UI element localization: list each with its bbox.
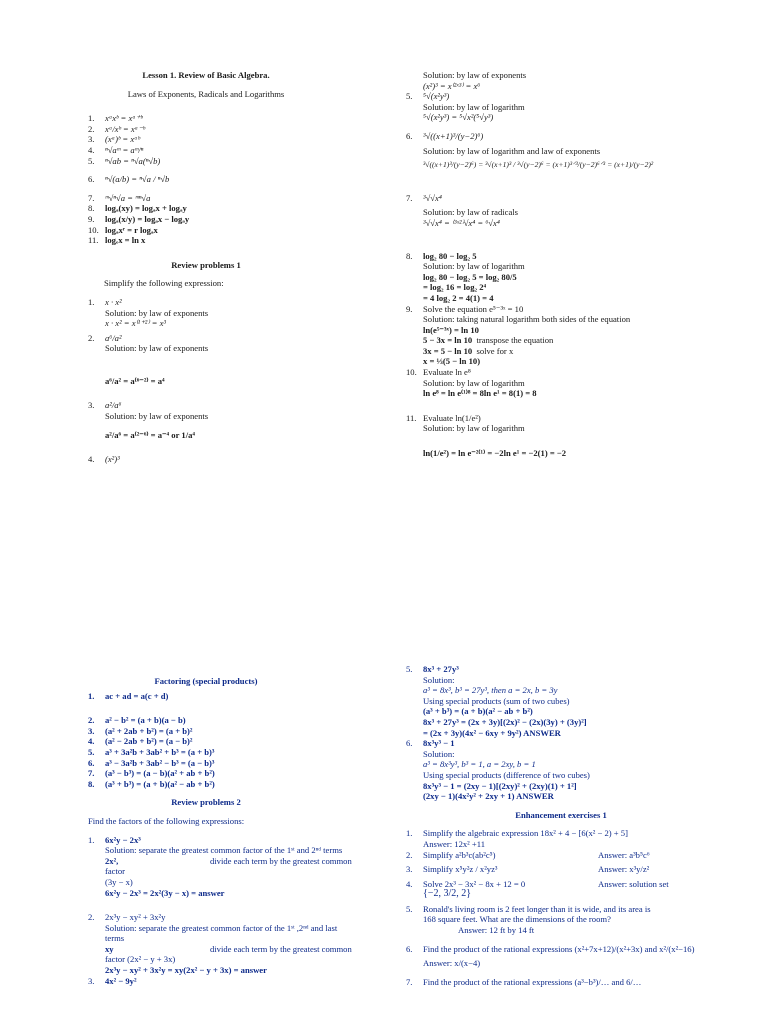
problem-8: 8. log₂ 80 − log₂ 5 Solution: by law of logarithm log₂ 80 − log₂ 5 = log₂ 80/5 = log₂ 16 = log₂ 2⁴ = 4 log₂ 2 = 4(1) = 4 — [406, 250, 525, 303]
problem-5-cubes: 5. 8x³ + 27y³ Solution: a³ = 8x³, b³ = 27y³, then a = 2x, b = 3y Using special products (sum of two cubes) (a³ + b³) = (a + b)(a² − ab + b²) 8x³ + 27y³ = (2x + 3y)[(2x)² − (2x)(3y) + (3y)²] = (2x + 3y)(4x² − 6xy + 9y²) ANSWER — [406, 664, 587, 738]
solution-result: (x²)³ = x⁽²ˣ³⁾ = x⁶ — [423, 80, 481, 91]
exercise-4: 4. Solve 2x³ − 3x² − 8x + 12 = 0 Answer: solution set — [406, 878, 669, 889]
factoring-item: 1. ac + ad = a(c + d) — [88, 690, 169, 701]
review-problems-2-title: Review problems 2 — [171, 797, 241, 808]
exercise-5: 5. Ronald's living room is 2 feet longer than it is wide, and its area is 168 square feet. What are the dimensions of the room? Answer: 12 ft by 14 ft — [406, 903, 651, 936]
problem-1: 1. x · x² Solution: by law of exponents x · x² = x⁽¹⁺²⁾ = x³ — [88, 296, 209, 329]
factoring-item: 2. a² − b² = (a + b)(a − b) — [88, 715, 186, 726]
problem-11: 11. Evaluate ln(1/e²) Solution: by law of logarithm ln(1/e²) = ln e⁻²⁽¹⁾ = −2ln e¹ = −2(1) = −2 — [406, 412, 567, 459]
page1-left-column — [88, 70, 324, 465]
question-1: 1. 6x²y − 2x³ Solution: separate the greatest common factor of the 1ˢᵗ and 2ⁿᵈ terms 2x², divide each term by the greatest common factor (3y − x) 6x²y − 2x³ = 2x²(3y − x) = answer — [88, 834, 352, 898]
page1-right-column — [406, 70, 736, 459]
exercise-3: 3. Simplify x⁵y²z / x²yz³ Answer: x³y/z² — [406, 864, 650, 875]
law-item: 1. xᵃxᵇ = xᵃ⁺ᵇ — [88, 113, 143, 124]
factoring-item: 4. (a² − 2ab + b²) = (a − b)² — [88, 736, 193, 747]
problem-7: 7. ³√√x⁴ Solution: by law of radicals ³√√x⁴ = ⁽³ˣ²⁾√x⁴ = ⁶√x⁴ — [406, 192, 518, 228]
exercise-2: 2. Simplify a²b³c(ab²c⁵) Answer: a³b⁵c⁶ — [406, 849, 650, 860]
problem-6: 6. ³√((x+1)³/(y−2)⁶) Solution: by law of logarithm and law of exponents ³√((x+1)³/(y−2)⁶) = ³√(x+1)³ / ³√(y−2)⁶ = (x+1)³ᐟ³/(y−2)⁶ᐟ³ = (x+1)/(y−2)² — [406, 130, 654, 170]
question-2: 2. 2x³y − xy² + 3x²y Solution: separate the greatest common factor of the 1ˢᵗ ,2ⁿᵈ and last terms xy divide each term by the greatest common factor (2x² − y + 3x) 2x³y − xy² + 3x²y = xy(2x² − y + 3x) = answer — [88, 912, 352, 976]
law-item: 10. logₐxʳ = r logₐx — [88, 224, 158, 235]
exercise-6: 6. Find the product of the rational expressions (x²+7x+12)/(x²+3x) and x²/(x²−16) Answer: x/(x−4) — [406, 943, 695, 969]
question-3: 3. 4x² − 9y² — [88, 975, 137, 986]
exercise-4-set: {−2, 3/2, 2} — [423, 888, 472, 900]
law-item: 7. ᵐ√ⁿ√a = ᵐⁿ√a — [88, 192, 151, 203]
exercise-7: 7. Find the product of the rational expressions (a³−b³)/… and 6/… — [406, 976, 642, 987]
law-item: 8. logₐ(xy) = logₐx + logₐy — [88, 203, 187, 214]
problem-4: 4. (x²)³ — [88, 454, 120, 465]
solution-line: Solution: by law of exponents — [423, 70, 527, 80]
laws-subtitle: Laws of Exponents, Radicals and Logarithms — [127, 88, 285, 99]
problem-9: 9. Solve the equation e⁵⁻³ˣ = 10 Solution: taking natural logarithm both sides of the equation ln(e⁵⁻³ˣ) = ln 10 5 − 3x = ln 10 transpose the equation 3x = 5 − ln 10 solve for x x = ⅓(5 − ln 10) — [406, 303, 631, 367]
law-item: 9. logₐ(x/y) = logₐx − logₐy — [88, 213, 190, 224]
law-item: 5. ⁿ√ab = ⁿ√a(ⁿ√b) — [88, 155, 161, 166]
exercise-1: 1. Simplify the algebraic expression 18x² + 4 − [6(x² − 2) + 5] Answer: 12x² +11 — [406, 828, 628, 849]
factoring-item: 6. a³ − 3a²b + 3ab² − b³ = (a − b)³ — [88, 757, 215, 768]
law-item: 11. logₑx = ln x — [88, 235, 146, 246]
enhancement-title: Enhancement exercises 1 — [515, 809, 607, 820]
law-item: 2. xᵃ/xᵇ = xᵃ⁻ᵇ — [88, 123, 145, 134]
problem-5: 5. ⁵√(x²y³) Solution: by law of logarithm ⁵√(x²y³) = ⁵√x²(⁵√y³) — [406, 91, 525, 123]
law-item: 3. (xᵃ)ᵇ = xᵃᵇ — [88, 134, 140, 145]
review-problems-1-title: Review problems 1 — [171, 259, 241, 270]
problem-6-cubes: 6. 8x³y³ − 1 Solution: a³ = 8x³y³, b³ = 1, a = 2xy, b = 1 Using special products (difference of two cubes) 8x³y³ − 1 = (2xy − 1)[(2xy)² + (2xy)(1) + 1²] (2xy − 1)(4x²y² + 2xy + 1) ANSWER — [406, 738, 590, 802]
problem-2: 2. a⁶/a² Solution: by law of exponents a⁶/a² = a⁽⁶⁻²⁾ = a⁴ — [88, 332, 209, 386]
factoring-item: 7. (a³ − b³) = (a − b)(a² + ab + b²) — [88, 768, 215, 779]
problem-10: 10. Evaluate ln e⁸ Solution: by law of logarithm ln e⁸ = ln e⁽¹⁾⁸ = 8ln e¹ = 8(1) = 8 — [406, 367, 537, 399]
page2-left-column — [88, 676, 388, 986]
review-instruction: Simplify the following expression: — [104, 278, 224, 289]
factoring-list — [88, 691, 388, 790]
problem-3: 3. a²/a⁶ Solution: by law of exponents a²/a⁶ = a⁽²⁻⁶⁾ = a⁻⁴ or 1/a⁴ — [88, 400, 209, 440]
factoring-title: Factoring (special products) — [154, 676, 258, 686]
law-item: 6. ⁿ√(a/b) = ⁿ√a / ⁿ√b — [88, 174, 170, 185]
law-item: 4. ⁿ√aᵐ = aᵐ/ⁿ — [88, 144, 144, 155]
laws-list — [88, 113, 324, 246]
page2-right-column — [406, 664, 716, 987]
factoring-item: 5. a³ + 3a²b + 3ab² + b³ = (a + b)³ — [88, 746, 215, 757]
factoring-item: 3. (a² + 2ab + b²) = (a + b)² — [88, 725, 193, 736]
factors-instruction: Find the factors of the following expressions: — [88, 815, 245, 826]
lesson-title: Lesson 1. Review of Basic Algebra. — [142, 70, 270, 80]
factoring-item: 8. (a³ + b³) = (a + b)(a² − ab + b²) — [88, 778, 215, 789]
